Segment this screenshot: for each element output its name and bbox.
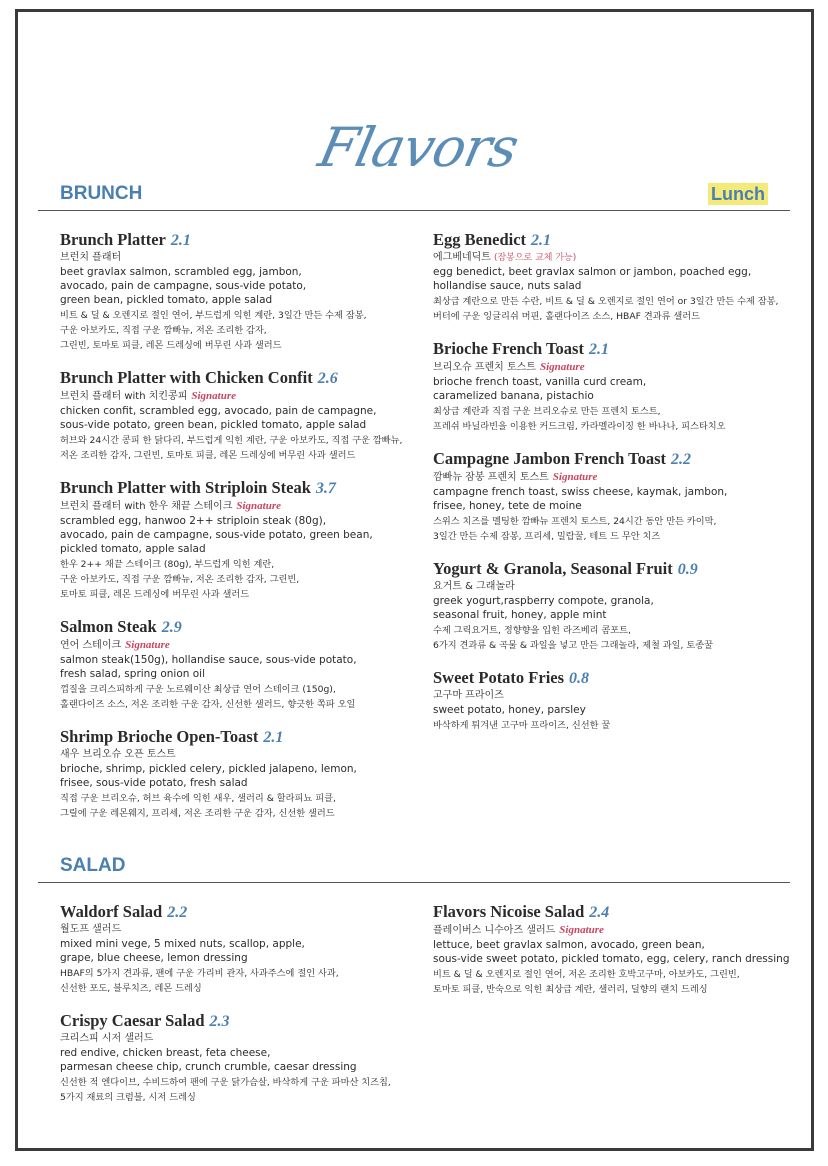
menu-item-title-row	[60, 478, 420, 499]
menu-item	[433, 230, 803, 324]
menu-item-korean-name: 연어 스테이크	[60, 640, 122, 651]
salad-heading: SALAD	[60, 855, 126, 876]
menu-item-korean-description: 껍질을 크리스피하게 구운 노르웨이산 최상급 연어 스테이크 (150g), 홀랜다이즈 소스, 저온 조리한 구운 감자, 신선한 샐러드, 향긋한 쪽파 오일	[60, 684, 356, 710]
menu-item-price: 2.9	[161, 619, 182, 636]
menu-item-korean-name: 브런치 플래터	[60, 252, 122, 263]
menu-item-price: 2.6	[317, 370, 338, 387]
menu-item-name: Waldorf Salad	[60, 902, 163, 921]
lunch-tag: Lunch	[708, 183, 768, 205]
menu-item-korean-name: 요거트 & 그래놀라	[433, 581, 515, 592]
signature-badge: Signature	[191, 390, 236, 402]
menu-item-price: 2.4	[589, 904, 610, 921]
menu-item-korean-name: 브리오슈 프렌치 토스트	[433, 362, 536, 373]
menu-item-name: Brunch Platter with Striploin Steak	[60, 478, 311, 497]
menu-item-korean-name-row	[433, 580, 803, 594]
salad-right-column	[433, 902, 803, 1012]
signature-badge: Signature	[125, 639, 170, 651]
menu-item-korean-name-row	[60, 251, 420, 265]
menu-item-title-row	[60, 617, 420, 638]
menu-item-english-description: mixed mini vege, 5 mixed nuts, scallop, apple, grape, blue cheese, lemon dressing	[60, 938, 305, 964]
menu-item-english-description: scrambled egg, hanwoo 2++ striploin steak (80g), avocado, pain de campagne, sous-vide potato, green bean, pickled tomato, apple salad	[60, 515, 373, 555]
menu-item-title-row	[60, 1011, 420, 1032]
menu-item-price: 0.8	[569, 670, 590, 687]
menu-item-korean-name: 플레이버스 니수아즈 샐러드	[433, 925, 556, 936]
menu-item-korean-name-row	[60, 499, 420, 514]
menu-item-korean-description: 허브와 24시간 콩피 한 닭다리, 부드럽게 익힌 계란, 구운 아보카도, 직접 구운 깜빠뉴, 저온 조리한 감자, 그린빈, 토마토 피클, 레몬 드레싱에 버무린 사과 샐러드	[60, 435, 403, 461]
menu-item	[60, 617, 420, 712]
menu-item	[60, 727, 420, 821]
menu-item-korean-description: 최상급 계란으로 만든 수란, 비트 & 딜 & 오렌지로 절인 연어 or 3일간 만든 수제 잠봉, 버터에 구운 잉글리쉬 머핀, 홀랜다이즈 소스, HBAF 견과류 샐러드	[433, 296, 779, 322]
menu-item-korean-description: 직접 구운 브리오슈, 허브 육수에 익힌 새우, 샐러리 & 할라피뇨 피클, 그릴에 구운 레몬웨지, 프리세, 저온 조리한 구운 감자, 신선한 샐러드	[60, 793, 336, 819]
menu-item	[433, 902, 803, 997]
menu-item-english-description: beet gravlax salmon, scrambled egg, jambon, avocado, pain de campagne, sous-vide potato, green bean, pickled tomato, apple salad	[60, 266, 307, 306]
menu-item-english-description: greek yogurt,raspberry compote, granola, seasonal fruit, honey, apple mint	[433, 595, 654, 621]
menu-item-korean-name-row	[433, 470, 803, 485]
menu-item-english-description: egg benedict, beet gravlax salmon or jambon, poached egg, hollandise sauce, nuts salad	[433, 266, 752, 292]
menu-item-name: Crispy Caesar Salad	[60, 1011, 205, 1030]
menu-item-english-description: salmon steak(150g), hollandise sauce, sous-vide potato, fresh salad, spring onion oil	[60, 654, 357, 680]
brunch-heading: BRUNCH	[60, 183, 143, 204]
menu-item-korean-description: 신선한 적 엔다이브, 수비드하여 팬에 구운 닭가슴살, 바삭하게 구운 파마산 치즈칩, 5가지 재료의 크럼블, 시저 드레싱	[60, 1077, 391, 1103]
menu-item-english-description: lettuce, beet gravlax salmon, avocado, green bean, sous-vide sweet potato, pickled tomato, egg, celery, ranch dressing	[433, 939, 790, 965]
menu-item-name: Shrimp Brioche Open-Toast	[60, 727, 259, 746]
flavors-logo: Flavors	[313, 116, 524, 179]
menu-item-price: 2.1	[170, 232, 191, 249]
menu-item	[433, 668, 803, 733]
menu-item-name: Egg Benedict	[433, 230, 527, 249]
menu-item-title-row	[60, 727, 420, 748]
menu-item-name: Campagne Jambon French Toast	[433, 449, 667, 468]
menu-item-english-description: red endive, chicken breast, feta cheese, parmesan cheese chip, crunch crumble, caesar dressing	[60, 1047, 357, 1073]
menu-item-english-description: brioche french toast, vanilla curd cream, caramelized banana, pistachio	[433, 376, 647, 402]
menu-item-english-description: campagne french toast, swiss cheese, kaymak, jambon, frisee, honey, tete de moine	[433, 486, 728, 512]
menu-item-korean-description: 바삭하게 튀겨낸 고구마 프라이즈, 신선한 꿀	[433, 720, 611, 731]
menu-item-english-description: brioche, shrimp, pickled celery, pickled jalapeno, lemon, frisee, sous-vide potato, fresh salad	[60, 763, 357, 789]
menu-item-korean-description: 최상급 계란과 직접 구운 브리오슈로 만든 프렌치 토스트, 프레쉬 바닐라빈을 이용한 커드크림, 카라멜라이징 한 바나나, 피스타치오	[433, 406, 726, 432]
menu-item	[60, 1011, 420, 1105]
menu-item-korean-name: 크리스피 시저 샐러드	[60, 1033, 154, 1044]
menu-item-korean-name-row	[433, 360, 803, 375]
signature-badge: Signature	[236, 500, 281, 512]
menu-item-korean-name: 브런치 플래터 with 치킨콩피	[60, 391, 188, 402]
menu-item	[60, 230, 420, 353]
menu-item-korean-description: 수제 그릭요거트, 정향향을 입힌 라즈베리 콤포트, 6가지 견과류 & 곡물 & 과일을 넣고 만든 그래놀라, 제철 과일, 토종꿀	[433, 625, 714, 651]
menu-item-korean-name-row	[433, 689, 803, 703]
menu-item-price: 0.9	[677, 561, 698, 578]
menu-item-name: Brunch Platter with Chicken Confit	[60, 368, 313, 387]
menu-item-korean-name: 월도프 샐러드	[60, 924, 122, 935]
menu-item-title-row	[60, 902, 420, 923]
menu-item-korean-name: 고구마 프라이즈	[433, 690, 504, 701]
menu-item-title-row	[433, 559, 803, 580]
menu-item-price: 2.2	[167, 904, 188, 921]
menu-item-title-row	[433, 339, 803, 360]
menu-item-name: Brioche French Toast	[433, 339, 584, 358]
menu-item-korean-name-row	[433, 923, 803, 938]
menu-item	[433, 559, 803, 653]
menu-item-price: 3.7	[315, 480, 336, 497]
salad-left-column	[60, 902, 420, 1120]
menu-item-korean-name-row	[60, 923, 420, 937]
menu-item	[433, 449, 803, 544]
menu-item-title-row	[433, 230, 803, 251]
menu-item-price: 2.3	[209, 1013, 230, 1030]
menu-item-korean-name: 에그베네딕트	[433, 252, 491, 263]
menu-item-name: Sweet Potato Fries	[433, 668, 565, 687]
menu-item-korean-name-row	[60, 638, 420, 653]
menu-item-price: 2.1	[588, 341, 609, 358]
menu-item-name: Salmon Steak	[60, 617, 157, 636]
menu-item	[433, 339, 803, 434]
signature-badge: Signature	[559, 924, 604, 936]
menu-item-korean-name-row	[60, 748, 420, 762]
menu-item-korean-description: 비트 & 딜 & 오렌지로 절인 연어, 저온 조리한 호박고구마, 아보카도, 그린빈, 토마토 피클, 반숙으로 익힌 최상급 계란, 샐러리, 딜향의 랜치 드레싱	[433, 969, 740, 995]
salad-divider	[38, 882, 790, 883]
menu-item-korean-description: 비트 & 딜 & 오렌지로 절인 연어, 부드럽게 익힌 계란, 3일간 만든 수제 잠봉, 구운 아보카도, 직접 구운 깜빠뉴, 저온 조리한 감자, 그린빈, 토마토 피클, 레몬 드레싱에 버무린 사과 샐러드	[60, 310, 367, 351]
menu-item-price: 2.1	[263, 729, 284, 746]
menu-item	[60, 902, 420, 996]
menu-item-title-row	[60, 368, 420, 389]
brunch-left-column	[60, 230, 420, 836]
brunch-divider	[38, 210, 790, 211]
menu-item-korean-name: 브런치 플래터 with 한우 채끝 스테이크	[60, 501, 233, 512]
menu-item-title-row	[433, 668, 803, 689]
menu-item-title-row	[433, 449, 803, 470]
menu-item-korean-description: HBAF의 5가지 견과류, 팬에 구운 가리비 관자, 사과주스에 절인 사과, 신선한 포도, 블루치즈, 레몬 드레싱	[60, 968, 339, 994]
menu-item-korean-description: 스위스 치즈를 멜팅한 깜빠뉴 프렌치 토스트, 24시간 동안 만든 카이막, 3일간 만든 수제 잠봉, 프리세, 밀랍꿀, 테트 드 무안 치즈	[433, 516, 717, 542]
menu-item-english-description: chicken confit, scrambled egg, avocado, pain de campagne, sous-vide potato, green bean, pickled tomato, apple salad	[60, 405, 377, 431]
signature-badge: Signature	[552, 471, 598, 483]
menu-item-korean-name-row	[60, 389, 420, 404]
menu-item-name: Brunch Platter	[60, 230, 166, 249]
menu-item-title-row	[433, 902, 803, 923]
menu-item-korean-name: 새우 브리오슈 오픈 토스트	[60, 749, 176, 760]
menu-item	[60, 368, 420, 463]
menu-item-price: 2.1	[531, 232, 552, 249]
menu-item-name: Yogurt & Granola, Seasonal Fruit	[433, 559, 673, 578]
menu-item-korean-name: 깜빠뉴 잠봉 프렌치 토스트	[433, 472, 549, 483]
menu-item-name: Flavors Nicoise Salad	[433, 902, 585, 921]
menu-item-korean-name-row	[433, 251, 803, 265]
menu-item-korean-name-row	[60, 1032, 420, 1046]
menu-item-english-description: sweet potato, honey, parsley	[433, 704, 586, 716]
menu-item-korean-description: 한우 2++ 채끝 스테이크 (80g), 부드럽게 익힌 계란, 구운 아보카도, 직접 구운 깜빠뉴, 저온 조리한 감자, 그린빈, 토마토 피클, 레몬 드레싱에 버무린 사과 샐러드	[60, 559, 300, 600]
menu-item	[60, 478, 420, 602]
brunch-right-column	[433, 230, 803, 748]
menu-item-note: (잠봉으로 교체 가능)	[493, 253, 577, 263]
menu-item-price: 2.2	[671, 451, 692, 468]
menu-item-title-row	[60, 230, 420, 251]
signature-badge: Signature	[539, 361, 585, 373]
